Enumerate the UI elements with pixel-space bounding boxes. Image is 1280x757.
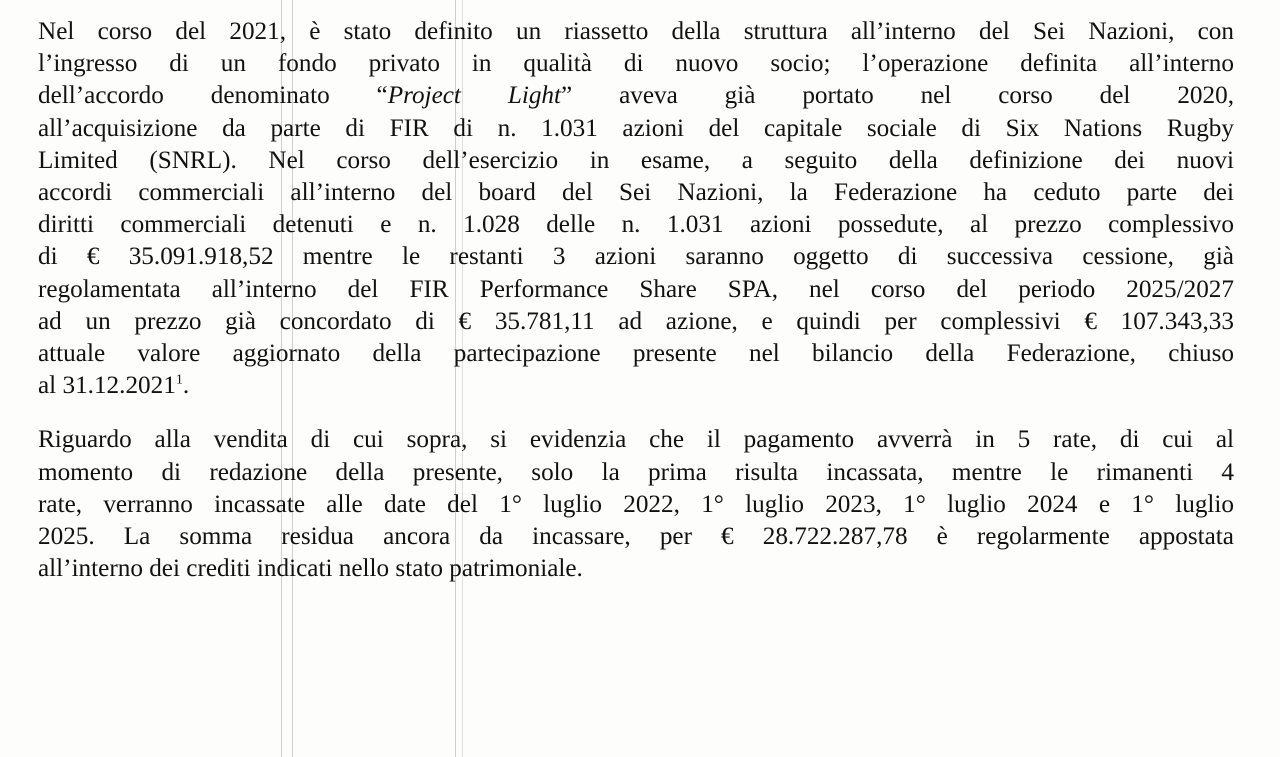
text-line: regolamentata all’interno del FIR Performance Share SPA, nel corso del periodo 2025/2027 [38, 275, 1234, 303]
text-line [38, 370, 1234, 402]
text-line: momento di redazione della presente, solo la prima risulta incassata, mentre le rimanenti 4 [38, 458, 1234, 486]
text-line: di € 35.091.918,52 mentre le restanti 3 azioni saranno oggetto di successiva cessione, già [38, 243, 1234, 271]
paragraph-six-nations [38, 16, 1234, 402]
footnote-marker: 1 [175, 372, 183, 388]
document-body [38, 16, 1234, 585]
text-line: Riguardo alla vendita di cui sopra, si evidenzia che il pagamento avverrà in 5 rate, di cui al [38, 426, 1234, 454]
paragraph-payment [38, 424, 1234, 585]
text-line: attuale valore aggiornato della partecipazione presente nel bilancio della Federazione, chiuso [38, 340, 1234, 368]
text-line [38, 80, 1234, 112]
text-fragment: al 31.12.2021 [38, 372, 176, 400]
text-fragment: ” aveva già portato nel corso del 2020, [561, 82, 1234, 110]
text-fragment: dell’accordo denominato “ [38, 82, 388, 110]
italic-term: Project Light [387, 82, 562, 110]
text-line: ad un prezzo già concordato di € 35.781,11 ad azione, e quindi per complessivi € 107.343,33 [38, 307, 1234, 335]
text-line: l’ingresso di un fondo privato in qualità di nuovo socio; l’operazione definita all’interno [38, 50, 1234, 78]
paragraph-gap [38, 402, 1234, 424]
text-line: all’acquisizione da parte di FIR di n. 1.031 azioni del capitale sociale di Six Nations Rugby [38, 114, 1234, 142]
text-line: Nel corso del 2021, è stato definito un riassetto della struttura all’interno del Sei Nazioni, con [38, 18, 1234, 45]
text-line: rate, verranno incassate alle date del 1° luglio 2022, 1° luglio 2023, 1° luglio 2024 e 1° luglio [38, 490, 1234, 518]
text-line: Limited (SNRL). Nel corso dell’esercizio in esame, a seguito della definizione dei nuovi [38, 146, 1234, 174]
text-fragment: . [182, 372, 190, 400]
text-line: all’interno dei crediti indicati nello stato patrimoniale. [38, 555, 583, 583]
text-line: accordi commerciali all’interno del board del Sei Nazioni, la Federazione ha ceduto parte dei [38, 179, 1234, 207]
text-line: 2025. La somma residua ancora da incassare, per € 28.722.287,78 è regolarmente appostata [38, 523, 1234, 551]
text-line: diritti commerciali detenuti e n. 1.028 delle n. 1.031 azioni possedute, al prezzo complessivo [38, 211, 1234, 239]
